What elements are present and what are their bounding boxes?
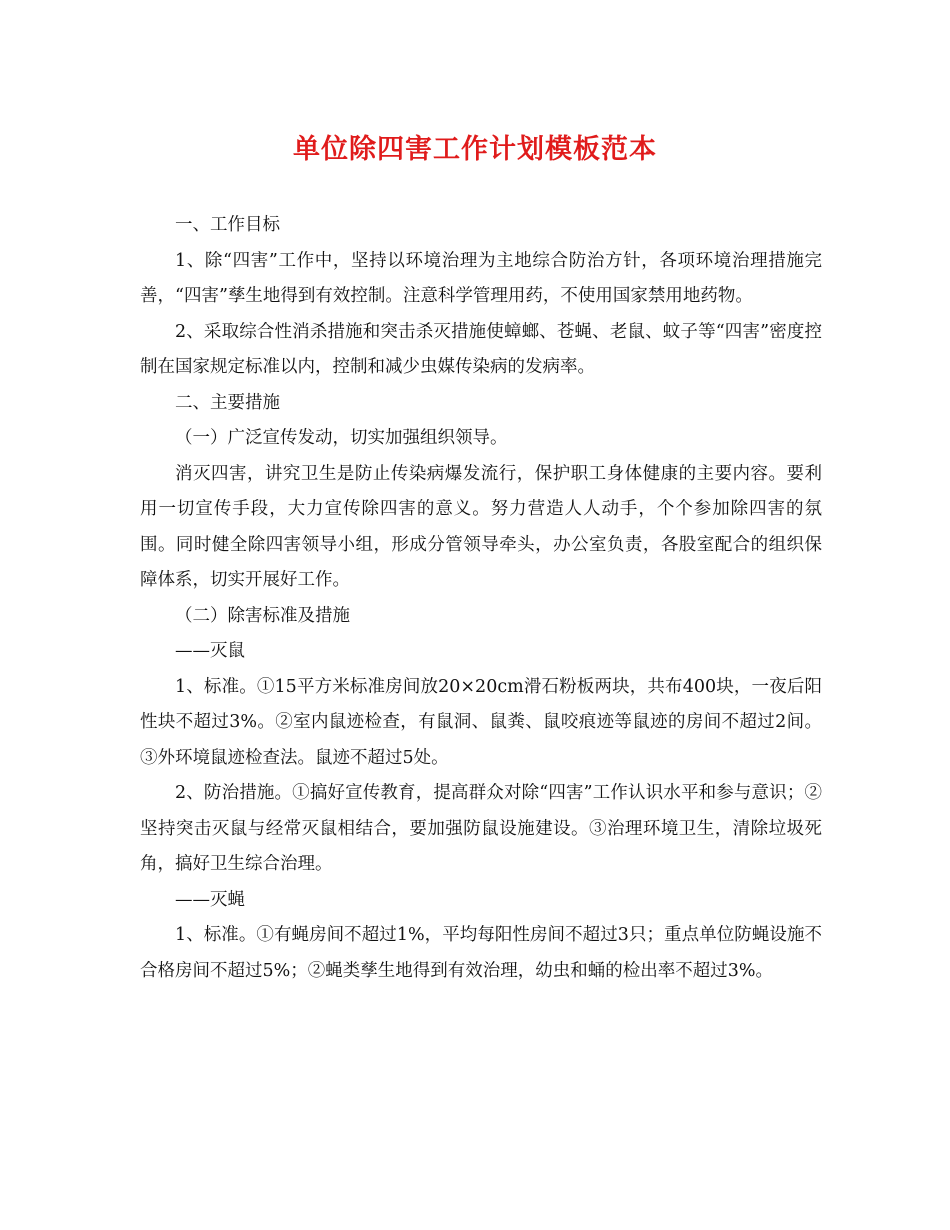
subheading-fly: ——灭蝇 <box>175 889 245 910</box>
document-body <box>140 208 822 989</box>
subheading-standards: （二）除害标准及措施 <box>175 605 350 626</box>
paragraph-rodent-measures: 2、防治措施。①搞好宣传教育，提高群众对除“四害”工作认识水平和参与意识；②坚持突击灭鼠与经常灭鼠相结合，要加强防鼠设施建设。③治理环境卫生，清除垃圾死角，搞好卫生综合治理。 <box>140 783 822 874</box>
paragraph-goal-2: 2、采取综合性消杀措施和突击杀灭措施使蟑螂、苍蝇、老鼠、蚊子等“四害”密度控制在国家规定标准以内，控制和减少虫媒传染病的发病率。 <box>140 321 822 377</box>
section-heading-goals: 一、工作目标 <box>175 215 280 235</box>
document-title: 单位除四害工作计划模板范本 <box>293 134 657 165</box>
subheading-rodent: ——灭鼠 <box>175 641 245 661</box>
paragraph-publicity: 消灭四害，讲究卫生是防止传染病爆发流行，保护职工身体健康的主要内容。要利用一切宣传手段，大力宣传除四害的意义。努力营造人人动手，个个参加除四害的氛围。同时健全除四害领导小组，形成分管领导牵头，办公室负责，各股室配合的组织保障体系，切实开展好工作。 <box>140 463 822 590</box>
subheading-publicity: （一）广泛宣传发动，切实加强组织领导。 <box>175 428 508 448</box>
section-heading-measures: 二、主要措施 <box>175 392 280 413</box>
paragraph-fly-standard: 1、标准。①有蝇房间不超过1%，平均每阳性房间不超过3只；重点单位防蝇设施不合格房间不超过5%；②蝇类孳生地得到有效治理，幼虫和蛹的检出率不超过3%。 <box>140 925 822 981</box>
paragraph-goal-1: 1、除“四害”工作中，坚持以环境治理为主地综合防治方针，各项环境治理措施完善，“四害”孳生地得到有效控制。注意科学管理用药，不使用国家禁用地药物。 <box>140 250 822 306</box>
paragraph-rodent-standard: 1、标准。①15平方米标准房间放20×20cm滑石粉板两块，共布400块，一夜后阳性块不超过3%。②室内鼠迹检查，有鼠洞、鼠粪、鼠咬痕迹等鼠迹的房间不超过2间。③外环境鼠迹检查法。鼠迹不超过5处。 <box>140 676 822 768</box>
